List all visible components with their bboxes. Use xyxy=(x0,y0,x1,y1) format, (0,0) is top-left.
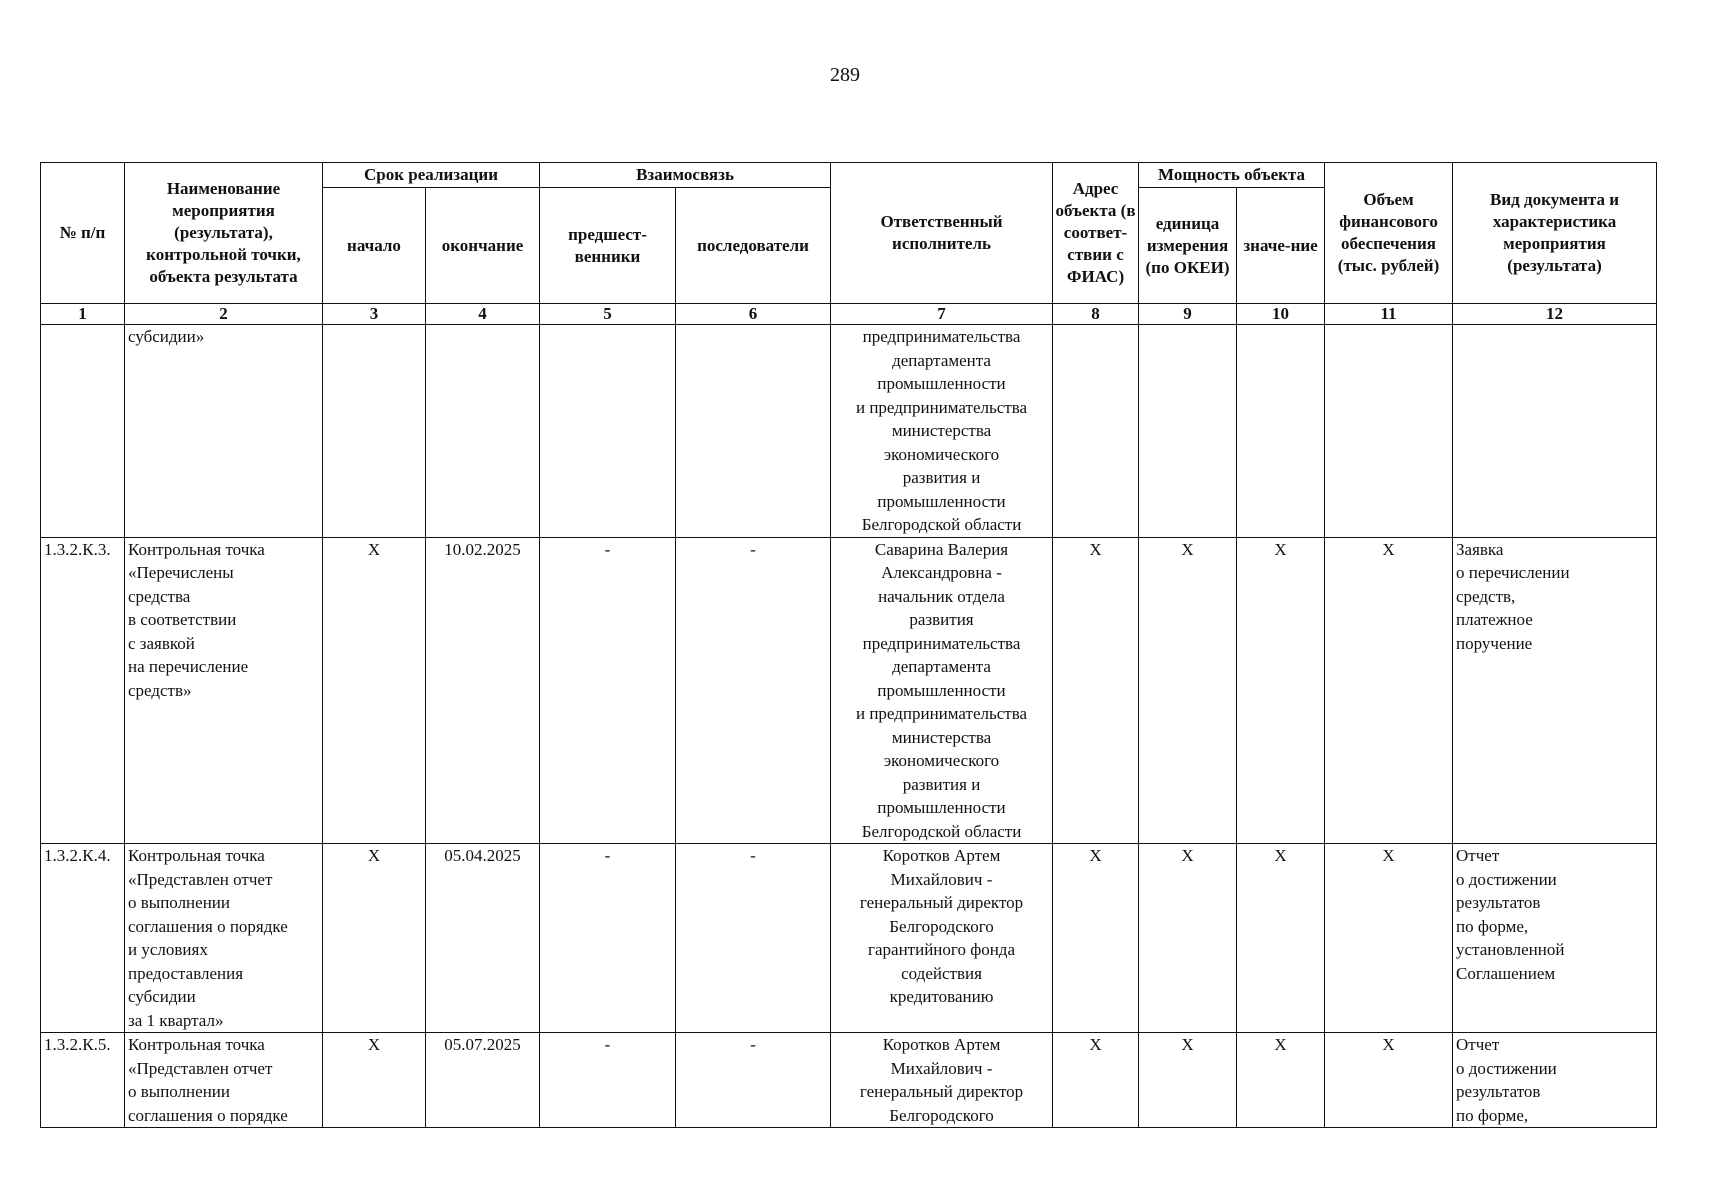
header-num: № п/п xyxy=(41,163,125,304)
row-successors: - xyxy=(676,537,831,844)
header-address: Адрес объекта (в соответ-ствии с ФИАС) xyxy=(1053,163,1139,304)
row-responsible: предпринимательства департамента промышленности и предпринимательства министерства экономического развития и промышленности Белгородской области xyxy=(831,325,1053,538)
row-financing: Х xyxy=(1325,537,1453,844)
row-value: Х xyxy=(1237,537,1325,844)
row-document: Заявка о перечислении средств, платежное поручение xyxy=(1453,537,1657,844)
row-name: Контрольная точка «Перечислены средства в соответствии с заявкой на перечисление средств» xyxy=(125,537,323,844)
row-value xyxy=(1237,325,1325,538)
row-name: субсидии» xyxy=(125,325,323,538)
table-row xyxy=(41,1033,1657,1128)
table-row xyxy=(41,325,1657,538)
column-number: 10 xyxy=(1237,304,1325,325)
row-num: 1.3.2.К.4. xyxy=(41,844,125,1033)
row-value: Х xyxy=(1237,1033,1325,1128)
row-address: Х xyxy=(1053,1033,1139,1128)
row-start: Х xyxy=(323,844,426,1033)
row-num: 1.3.2.К.3. xyxy=(41,537,125,844)
column-number: 3 xyxy=(323,304,426,325)
header-responsible: Ответственный исполнитель xyxy=(831,163,1053,304)
row-document: Отчет о достижении результатов по форме, xyxy=(1453,1033,1657,1128)
row-address xyxy=(1053,325,1139,538)
row-financing: Х xyxy=(1325,1033,1453,1128)
header-financing: Объем финансового обеспечения (тыс. рублей) xyxy=(1325,163,1453,304)
row-num xyxy=(41,325,125,538)
row-financing xyxy=(1325,325,1453,538)
row-end: 10.02.2025 xyxy=(426,537,540,844)
row-unit: Х xyxy=(1139,1033,1237,1128)
row-document: Отчет о достижении результатов по форме, установленной Соглашением xyxy=(1453,844,1657,1033)
row-document xyxy=(1453,325,1657,538)
row-predecessors: - xyxy=(540,537,676,844)
row-num: 1.3.2.К.5. xyxy=(41,1033,125,1128)
row-successors: - xyxy=(676,1033,831,1128)
row-name: Контрольная точка «Представлен отчет о выполнении соглашения о порядке и условиях предоставления субсидии за 1 квартал» xyxy=(125,844,323,1033)
row-address: Х xyxy=(1053,537,1139,844)
header-power-group: Мощность объекта xyxy=(1139,163,1325,188)
row-end: 05.04.2025 xyxy=(426,844,540,1033)
column-number: 6 xyxy=(676,304,831,325)
row-unit: Х xyxy=(1139,537,1237,844)
activity-plan-table xyxy=(40,162,1657,1128)
column-number: 5 xyxy=(540,304,676,325)
row-start: Х xyxy=(323,1033,426,1128)
column-number: 12 xyxy=(1453,304,1657,325)
header-start: начало xyxy=(323,188,426,304)
column-number: 7 xyxy=(831,304,1053,325)
header-end: окончание xyxy=(426,188,540,304)
row-successors: - xyxy=(676,844,831,1033)
table-header xyxy=(41,163,1657,325)
header-link-group: Взаимосвязь xyxy=(540,163,831,188)
row-start: Х xyxy=(323,537,426,844)
table-row xyxy=(41,844,1657,1033)
row-predecessors: - xyxy=(540,1033,676,1128)
column-number: 11 xyxy=(1325,304,1453,325)
table-row xyxy=(41,537,1657,844)
row-unit xyxy=(1139,325,1237,538)
header-successors: последователи xyxy=(676,188,831,304)
column-number: 9 xyxy=(1139,304,1237,325)
row-end: 05.07.2025 xyxy=(426,1033,540,1128)
row-predecessors xyxy=(540,325,676,538)
column-number: 2 xyxy=(125,304,323,325)
row-name: Контрольная точка «Представлен отчет о выполнении соглашения о порядке xyxy=(125,1033,323,1128)
header-unit: единица измерения (по ОКЕИ) xyxy=(1139,188,1237,304)
row-successors xyxy=(676,325,831,538)
page-number: 289 xyxy=(830,64,860,86)
column-number: 1 xyxy=(41,304,125,325)
column-number-row xyxy=(41,304,1657,325)
column-number: 4 xyxy=(426,304,540,325)
header-document: Вид документа и характеристика мероприятия (результата) xyxy=(1453,163,1657,304)
row-start xyxy=(323,325,426,538)
header-term-group: Срок реализации xyxy=(323,163,540,188)
row-end xyxy=(426,325,540,538)
column-number: 8 xyxy=(1053,304,1139,325)
row-responsible: Коротков Артем Михайлович - генеральный директор Белгородского гарантийного фонда содействия кредитованию xyxy=(831,844,1053,1033)
row-unit: Х xyxy=(1139,844,1237,1033)
row-address: Х xyxy=(1053,844,1139,1033)
row-financing: Х xyxy=(1325,844,1453,1033)
header-name: Наименование мероприятия (результата), контрольной точки, объекта результата xyxy=(125,163,323,304)
row-predecessors: - xyxy=(540,844,676,1033)
row-value: Х xyxy=(1237,844,1325,1033)
row-responsible: Саварина Валерия Александровна - начальник отдела развития предпринимательства департамента промышленности и предпринимательства министерства экономического развития и промышленности Белгородской области xyxy=(831,537,1053,844)
header-value: значе-ние xyxy=(1237,188,1325,304)
row-responsible: Коротков Артем Михайлович - генеральный директор Белгородского xyxy=(831,1033,1053,1128)
header-predecessors: предшест-венники xyxy=(540,188,676,304)
